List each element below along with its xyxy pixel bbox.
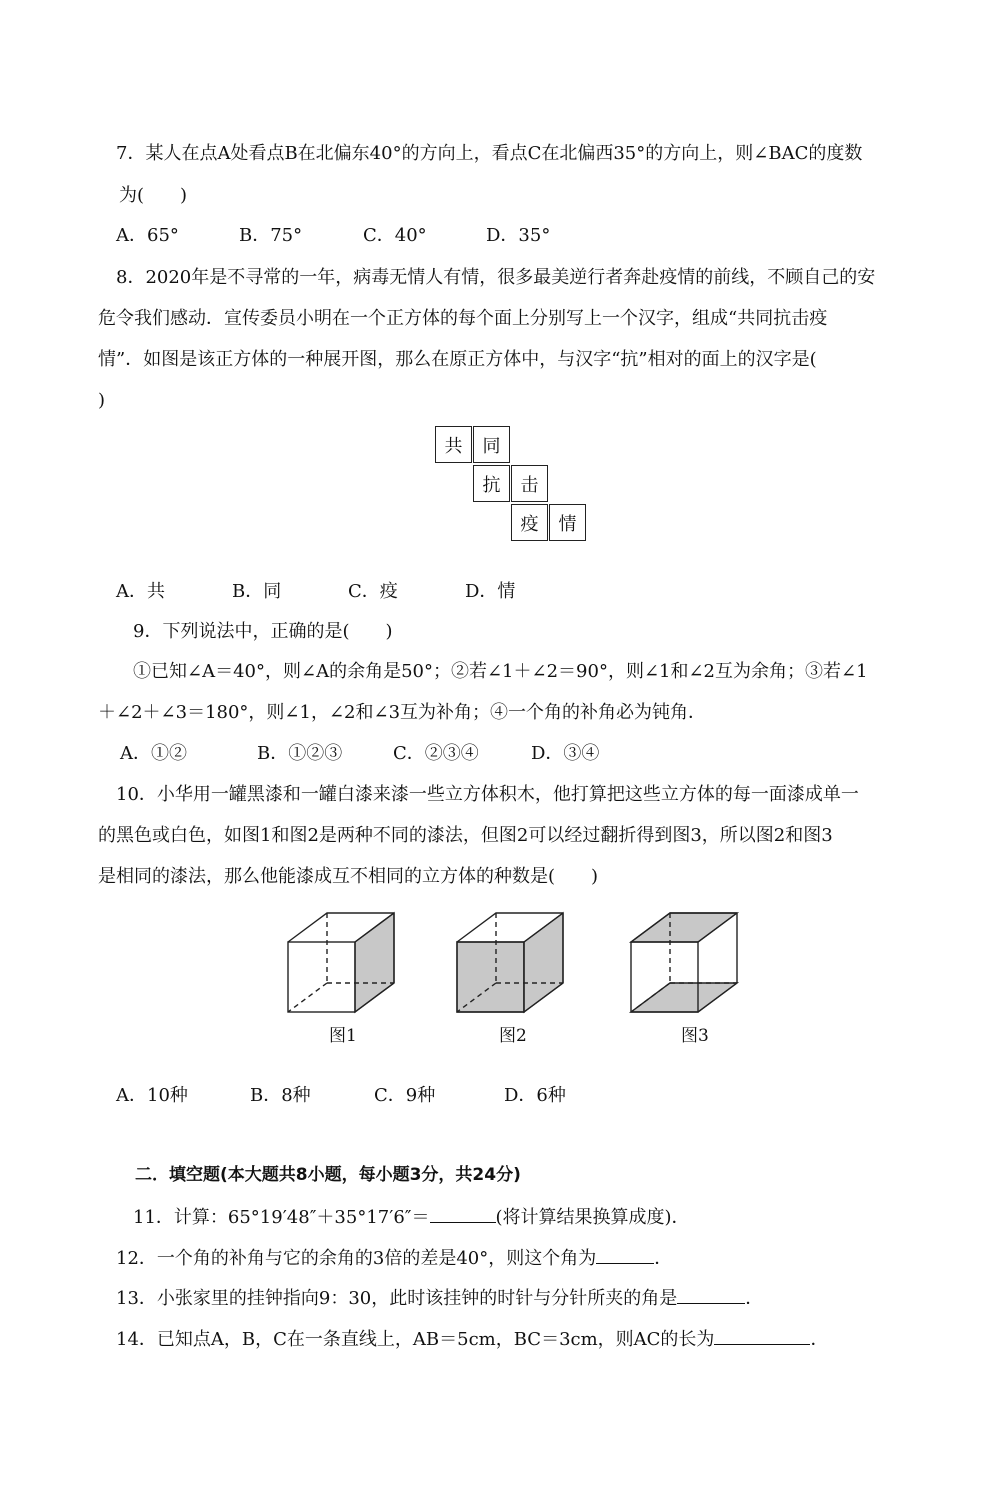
- net-cell-yi: 疫: [511, 504, 548, 541]
- q8-option-c: C．疫: [348, 581, 398, 602]
- q9-option-c: C．②③④: [393, 743, 479, 764]
- q14-text: 14．已知点A，B，C在一条直线上，AB＝5cm，BC＝3cm，则AC的长为: [116, 1329, 715, 1350]
- cube-figure-2: [457, 913, 563, 1012]
- q11-answer-blank[interactable]: [430, 1202, 496, 1223]
- q9-option-a: A．①②: [120, 743, 187, 764]
- q7-option-a: A．65°: [116, 225, 179, 246]
- q8-line4: ): [98, 390, 106, 411]
- fig3-shaded-top-face: [631, 913, 737, 942]
- q9-line3: ＋∠2＋∠3＝180°，则∠1，∠2和∠3互为补角；④一个角的补角必为钝角．: [98, 702, 707, 723]
- fig3-shaded-bottom-face: [631, 983, 737, 1012]
- q11-text-after: (将计算结果换算成度)．: [495, 1207, 690, 1228]
- net-cell-gong: 共: [435, 426, 472, 463]
- q10-option-d: D．6种: [504, 1085, 566, 1106]
- net-cell-tong: 同: [473, 426, 510, 463]
- cube-figure-3: [631, 913, 737, 1012]
- q7-option-b: B．75°: [239, 225, 303, 246]
- q7-option-d: D．35°: [486, 225, 551, 246]
- q14-text-after: ．: [810, 1329, 829, 1350]
- net-cell-kang: 抗: [473, 465, 510, 502]
- q13-line: [116, 1283, 763, 1312]
- fig2-shaded-front-face: [457, 942, 524, 1012]
- q9-line2: ①已知∠A＝40°，则∠A的余角是50°；②若∠1＋∠2＝90°，则∠1和∠2互为余角；③若∠1: [133, 661, 868, 682]
- q11-line: [133, 1202, 690, 1231]
- q13-answer-blank[interactable]: [677, 1283, 745, 1304]
- q9-option-d: D．③④: [531, 743, 600, 764]
- q11-text: 11．计算：65°19′48″＋35°17′6″＝: [133, 1207, 430, 1228]
- q12-text-after: ．: [654, 1248, 673, 1269]
- net-cell-qing: 情: [549, 504, 586, 541]
- section-2-title: 二．填空题(本大题共8小题，每小题3分，共24分): [135, 1165, 521, 1185]
- q7-line2: 为( ): [119, 185, 188, 206]
- q10-line1: 10．小华用一罐黑漆和一罐白漆来漆一些立方体积木，他打算把这些立方体的每一面漆成单一: [116, 784, 859, 805]
- q14-line: [116, 1324, 828, 1353]
- cube-figure-1: [288, 913, 394, 1012]
- q9-option-b: B．①②③: [257, 743, 343, 764]
- q10-option-c: C．9种: [374, 1085, 436, 1106]
- figure-1-caption: 图1: [329, 1026, 357, 1046]
- q8-option-a: A．共: [116, 581, 165, 602]
- net-cell-ji: 击: [511, 465, 548, 502]
- q10-line2: 的黑色或白色，如图1和图2是两种不同的漆法，但图2可以经过翻折得到图3，所以图2和图3: [98, 825, 833, 846]
- figure-2-caption: 图2: [499, 1026, 527, 1046]
- q8-line2: 危令我们感动．宣传委员小明在一个正方体的每个面上分别写上一个汉字，组成“共同抗击疫: [98, 308, 828, 329]
- q7-option-c: C．40°: [363, 225, 427, 246]
- q8-option-d: D．情: [465, 581, 516, 602]
- q10-line3: 是相同的漆法，那么他能漆成互不相同的立方体的种数是( ): [98, 866, 599, 887]
- q10-option-a: A．10种: [116, 1085, 188, 1106]
- q12-answer-blank[interactable]: [596, 1243, 654, 1264]
- figure-3-caption: 图3: [681, 1026, 709, 1046]
- q12-text: 12．一个角的补角与它的余角的3倍的差是40°，则这个角为: [116, 1248, 597, 1269]
- q8-line3: 情”．如图是该正方体的一种展开图，那么在原正方体中，与汉字“抗”相对的面上的汉字是(: [98, 349, 817, 370]
- q13-text-after: ．: [745, 1288, 764, 1309]
- q10-option-b: B．8种: [250, 1085, 311, 1106]
- q9-line1: 9．下列说法中，正确的是( ): [133, 621, 393, 642]
- q7-line1: 7．某人在点A处看点B在北偏东40°的方向上，看点C在北偏西35°的方向上，则∠BAC的度数: [116, 143, 863, 164]
- q12-line: [116, 1243, 672, 1272]
- q8-line1: 8．2020年是不寻常的一年，病毒无情人有情，很多最美逆行者奔赴疫情的前线，不顾自己的安: [116, 267, 876, 288]
- q14-answer-blank[interactable]: [714, 1324, 810, 1345]
- q13-text: 13．小张家里的挂钟指向9：30，此时该挂钟的时针与分针所夹的角是: [116, 1288, 678, 1309]
- q8-option-b: B．同: [232, 581, 282, 602]
